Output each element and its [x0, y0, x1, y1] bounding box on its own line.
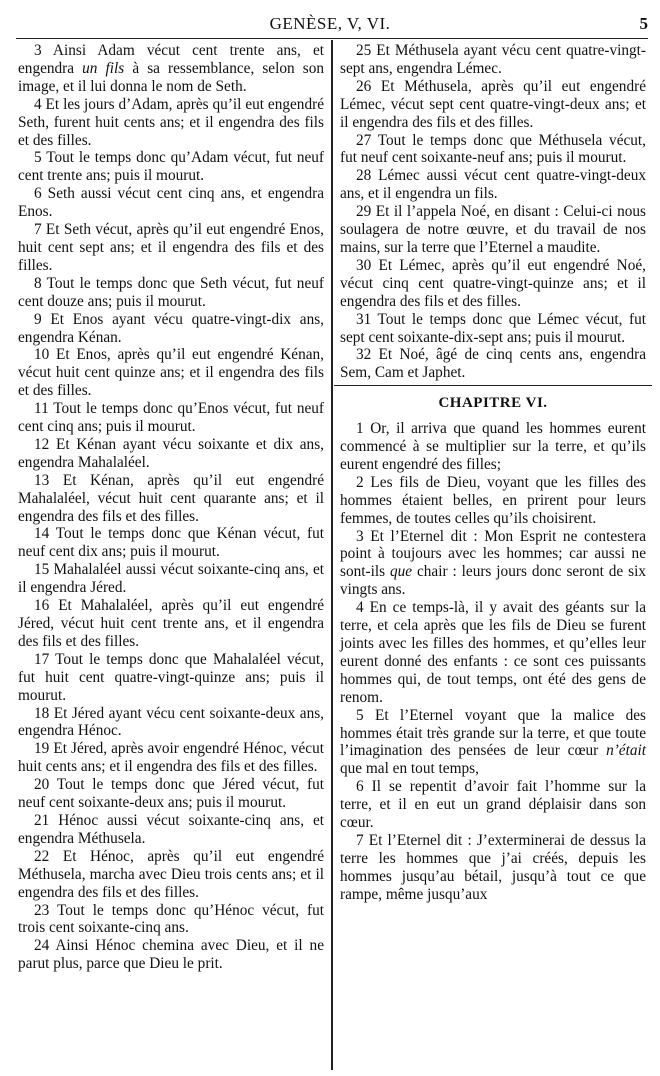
verse-text: que mal en tout temps, — [340, 760, 479, 778]
verses-chapter-6 — [340, 420, 646, 903]
verse-text: 3 Et l’Eternel dit : Mon Esprit ne contestera point à toujours avec les hommes; car aussi ne sont-ils — [340, 527, 646, 581]
chapter-heading: CHAPITRE VI. — [438, 395, 548, 412]
verse: 10 Et Enos, après qu’il eut engendré Kénan, vécut huit cent quinze ans; et il engendra des fils et des filles. — [18, 346, 324, 400]
verse: 12 Et Kénan ayant vécu soixante et dix ans, engendra Mahalaléel. — [18, 435, 324, 471]
verse-text: 5 Et l’Eternel voyant que la malice des hommes était très grande sur la terre, et que toute l’imagination des pensées de leur cœur — [340, 706, 646, 760]
verse: 7 Et l’Eternel dit : J’exterminerai de dessus la terre les hommes que j’ai créés, depuis les hommes jusqu’au bétail, jusqu’à tout ce que rampe, même jusqu’aux — [340, 831, 646, 903]
verse: 13 Et Kénan, après qu’il eut engendré Mahalaléel, vécut huit cent quarante ans; et il engendra des fils et des filles. — [18, 471, 324, 525]
verse-text: 3 Ainsi Adam vécut cent trente ans, et engendra — [18, 42, 324, 77]
verse: 27 Tout le temps donc que Méthusela vécut, fut neuf cent soixante-neuf ans; puis il mourut. — [340, 131, 646, 167]
verse: 29 Et il l’appela Noé, en disant : Celui-ci nous soulagera de notre œuvre, et du travail de nos mains, sur la terre que l’Eternel a maudite. — [340, 203, 646, 256]
verse: 26 Et Méthusela, après qu’il eut engendré Lémec, vécut sept cent quatre-vingt-deux ans; et il engendra des fils et des filles. — [340, 77, 646, 131]
verse: 5 Tout le temps donc qu’Adam vécut, fut neuf cent trente ans; puis il mourut. — [18, 149, 324, 185]
verse: 25 Et Méthusela ayant vécu cent quatre-vingt-sept ans, engendra Lémec. — [340, 42, 646, 77]
verse: 21 Hénoc aussi vécut soixante-cinq ans, et engendra Méthusela. — [18, 811, 324, 847]
verse: 22 Et Hénoc, après qu’il eut engendré Méthusela, marcha avec Dieu trois cents ans; et il engendra des fils et des filles. — [18, 847, 324, 901]
verse-italic: n’était — [606, 742, 646, 760]
verse: 11 Tout le temps donc qu’Enos vécut, fut neuf cent cinq ans; puis il mourut. — [18, 400, 324, 436]
verse-italic: que — [389, 563, 413, 581]
verse: 6 Seth aussi vécut cent cinq ans, et engendra Enos. — [18, 185, 324, 221]
right-column — [340, 42, 646, 904]
verse: 14 Tout le temps donc que Kénan vécut, fut neuf cent dix ans; puis il mourut. — [18, 525, 324, 561]
verse: 9 Et Enos ayant vécu quatre-vingt-dix ans, engendra Kénan. — [18, 310, 324, 346]
running-title: GENÈSE, V, VI. — [269, 14, 391, 33]
verses-chapter-5 — [340, 42, 646, 382]
chapter-rule — [334, 385, 652, 386]
header-rule — [16, 38, 648, 39]
verse: 15 Mahalaléel aussi vécut soixante-cinq ans, et il engendra Jéred. — [18, 561, 324, 597]
verse — [340, 528, 646, 600]
page-header — [0, 12, 660, 36]
column-divider — [331, 40, 333, 1070]
verse: 6 Il se repentit d’avoir fait l’homme sur la terre, et il en eut un grand déplaisir dans son cœur. — [340, 778, 646, 832]
verse-italic: un fils — [82, 59, 125, 77]
verse: 7 Et Seth vécut, après qu’il eut engendré Enos, huit cent sept ans; et il engendra des fils et des filles. — [18, 221, 324, 274]
page-number: 5 — [639, 14, 648, 33]
verse: 31 Tout le temps donc que Lémec vécut, fut sept cent soixante-dix-sept ans; puis il mourut. — [340, 310, 646, 346]
verse: 19 Et Jéred, après avoir engendré Hénoc, vécut huit cents ans; et il engendra des fils et des filles. — [18, 740, 324, 776]
verse: 32 Et Noé, âgé de cinq cents ans, engendra Sem, Cam et Japhet. — [340, 346, 646, 382]
verse: 8 Tout le temps donc que Seth vécut, fut neuf cent douze ans; puis il mourut. — [18, 274, 324, 310]
verse: 4 En ce temps-là, il y avait des géants sur la terre, et cela après que les fils de Dieu se furent joints avec les filles des hommes, et qu’elles leur eurent donné des enfants : ce sont ces puissants hommes qui, de tout temps, ont été des gens de renom. — [340, 599, 646, 706]
verse — [18, 42, 324, 96]
verse: 4 Et les jours d’Adam, après qu’il eut engendré Seth, furent huit cents ans; et il engendra des fils et des filles. — [18, 95, 324, 149]
verse: 2 Les fils de Dieu, voyant que les filles des hommes étaient belles, en prirent pour leurs femmes, de toutes celles qu’ils choisirent. — [340, 473, 646, 527]
verse: 24 Ainsi Hénoc chemina avec Dieu, et il ne parut plus, parce que Dieu le prit. — [18, 937, 324, 973]
verse: 28 Lémec aussi vécut cent quatre-vingt-deux ans, et il engendra un fils. — [340, 167, 646, 203]
verse: 17 Tout le temps donc que Mahalaléel vécut, fut huit cent quatre-vingt-quinze ans; puis il mourut. — [18, 650, 324, 704]
verse: 16 Et Mahalaléel, après qu’il eut engendré Jéred, vécut huit cent trente ans, et il engendra des fils et des filles. — [18, 597, 324, 650]
verse: 18 Et Jéred ayant vécu cent soixante-deux ans, engendra Hénoc. — [18, 704, 324, 740]
left-column — [18, 42, 324, 973]
verse: 23 Tout le temps donc qu’Hénoc vécut, fut trois cent soixante-cinq ans. — [18, 901, 324, 937]
verse-text: chair : leurs jours donc seront de six vingts ans. — [340, 563, 646, 599]
verse: 20 Tout le temps donc que Jéred vécut, fut neuf cent soixante-deux ans; puis il mourut. — [18, 776, 324, 812]
verse: 1 Or, il arriva que quand les hommes eurent commencé à se multiplier sur la terre, et qu’ils eurent engendré des filles; — [340, 420, 646, 473]
verse — [340, 707, 646, 779]
verse: 30 Et Lémec, après qu’il eut engendré Noé, vécut cinq cent quatre-vingt-quinze ans; et il engendra des fils et des filles. — [340, 256, 646, 310]
verse-text: à sa ressemblance, selon son image, et il lui donna le nom de Seth. — [18, 59, 324, 95]
